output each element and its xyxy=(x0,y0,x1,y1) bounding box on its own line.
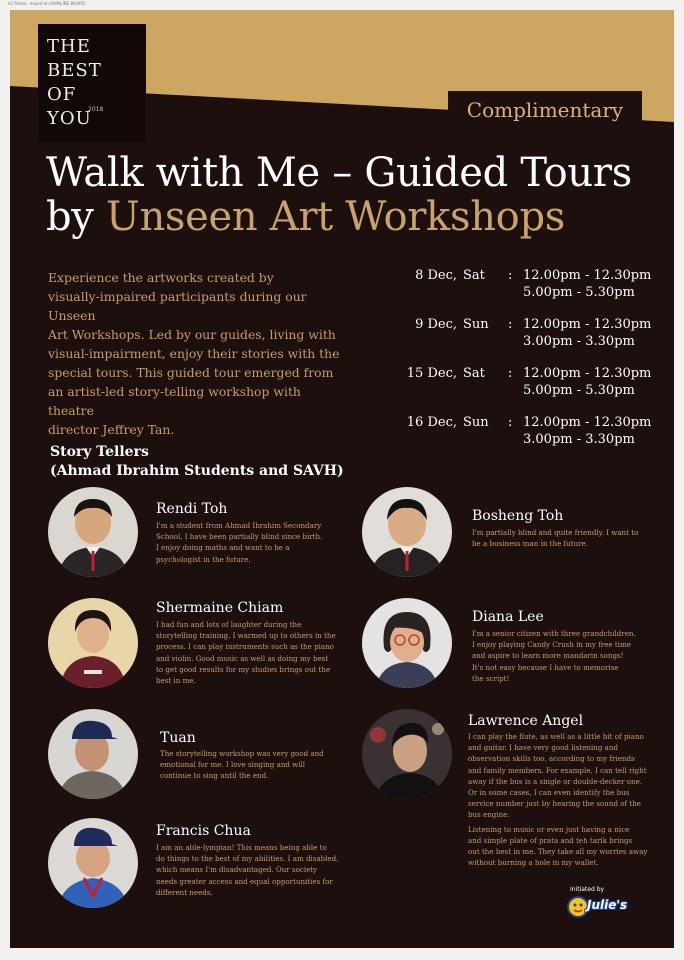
portrait-icon xyxy=(362,598,452,688)
avatar-bosheng-toh xyxy=(362,487,452,577)
schedule-time-1: 12.00pm - 12.30pm xyxy=(523,366,652,381)
bio-line: I enjoy playing Candy Crush in my free time xyxy=(472,640,631,650)
schedule-row xyxy=(405,415,665,464)
bio-line: to get good results for my studies brings out the xyxy=(156,664,331,674)
bio-line: It's not easy because I have to memorise xyxy=(472,662,619,672)
bio-line: bus engine. xyxy=(468,810,510,820)
intro-line: Art Workshops. Led by our guides, living with xyxy=(48,327,336,342)
avatar-lawrence-angel xyxy=(362,709,452,799)
schedule-time-2: 5.00pm - 5.30pm xyxy=(523,285,635,300)
bio-line: I had fun and lots of laughter during the xyxy=(156,620,302,629)
bio-line: process. I can play instruments such as the piano xyxy=(156,642,334,652)
intro-line: visually-impaired participants during our Unseen xyxy=(48,289,307,323)
bio-line: storytelling training. I warmed up to others in the xyxy=(156,631,336,641)
schedule-day: Sun xyxy=(463,415,489,430)
person-name: Shermaine Chiam xyxy=(156,600,284,616)
bio-line: different needs. xyxy=(156,887,213,897)
logo-line-4: YOU xyxy=(47,108,92,129)
bio-line: do things to the best of my abilities. I am disabled, xyxy=(156,854,339,864)
schedule-time-1: 12.00pm - 12.30pm xyxy=(523,415,652,430)
bio-line: without burning a hole in my wallet. xyxy=(468,858,599,868)
title-by: by xyxy=(46,194,107,240)
schedule-date: 8 Dec, xyxy=(415,268,457,283)
schedule-date: 16 Dec, xyxy=(406,415,457,430)
complimentary-badge: Complimentary xyxy=(448,91,642,129)
bio-line: psychologist in the future. xyxy=(156,554,251,564)
schedule-separator: : xyxy=(508,317,513,332)
logo-line-2: BEST xyxy=(47,60,102,81)
bio-line: School. I have been partially blind since birth. xyxy=(156,532,323,542)
intro-line: Experience the artworks created by xyxy=(48,270,274,285)
intro-line: special tours. This guided tour emerged from xyxy=(48,365,334,380)
schedule-separator: : xyxy=(508,415,513,430)
portrait-icon xyxy=(362,487,452,577)
bio-line: and family members. For example, I can tell right xyxy=(468,765,647,775)
schedule-time-1: 12.00pm - 12.30pm xyxy=(523,317,652,332)
avatar-tuan xyxy=(48,709,138,799)
bio-line: best in me. xyxy=(156,676,196,686)
schedule-separator: : xyxy=(508,268,513,283)
schedule-date: 15 Dec, xyxy=(406,366,457,381)
avatar-diana-lee xyxy=(362,598,452,688)
portrait-icon xyxy=(48,818,138,908)
bio-line: and simple plate of prata and teh tarik brings xyxy=(468,835,633,845)
storytellers-heading xyxy=(50,443,344,481)
portrait-icon xyxy=(48,598,138,688)
person-name: Diana Lee xyxy=(472,609,544,625)
bio-line: I'm a senior citizen with three grandchildren. xyxy=(472,629,636,638)
bio-line: be a business man in the future. xyxy=(472,539,589,549)
schedule-time-2: 3.00pm - 3.30pm xyxy=(523,432,635,447)
person-bio xyxy=(472,527,672,549)
bio-line: continue to sing until the end. xyxy=(160,771,269,781)
bio-line: observation skills too, according to my friends xyxy=(468,754,635,764)
schedule-day: Sat xyxy=(463,366,485,381)
person-name: Bosheng Toh xyxy=(472,508,564,524)
bio-line: and aspire to learn more mandarin songs! xyxy=(472,651,624,661)
portrait-icon xyxy=(48,709,138,799)
person-name: Francis Chua xyxy=(156,823,251,839)
julies-logo xyxy=(567,895,643,919)
storytellers-title: Story Tellers xyxy=(50,444,149,460)
bio-line: I'm a student from Ahmad Ibrahim Secondary xyxy=(156,521,322,530)
sponsor-name: Julie's xyxy=(587,898,628,912)
person-bio xyxy=(156,842,346,898)
schedule-row xyxy=(405,317,665,366)
schedule-time-2: 3.00pm - 3.30pm xyxy=(523,334,635,349)
avatar-rendi-toh xyxy=(48,487,138,577)
person-name: Lawrence Angel xyxy=(468,713,584,729)
person-bio xyxy=(156,619,346,686)
bio-line: and violin. Good music as well as doing my best xyxy=(156,653,329,663)
schedule-day: Sat xyxy=(463,268,485,283)
bio-line: Listening to music or even just having a nice xyxy=(468,824,630,834)
bio-line: I enjoy doing maths and want to be a xyxy=(156,543,290,553)
bio-line: and guitar. I have very good listening and xyxy=(468,743,618,753)
page-title xyxy=(46,151,632,239)
bio-line: The storytelling workshop was very good and xyxy=(160,749,324,758)
bio-line: the script! xyxy=(472,673,510,683)
bio-line: I'm partially blind and quite friendly. I want to xyxy=(472,528,639,537)
bio-line: emotional for me. I love singing and will xyxy=(160,760,306,770)
title-line-2 xyxy=(46,195,632,239)
person-bio xyxy=(160,748,350,782)
bio-line: service number just by hearing the sound of the xyxy=(468,799,642,809)
schedule-day: Sun xyxy=(463,317,489,332)
person-bio xyxy=(156,520,346,565)
intro-line: visual-impairment, enjoy their stories with the xyxy=(48,346,340,361)
intro-line: an artist-led story-telling workshop with theatre xyxy=(48,384,301,418)
bio-line: out the best in me. They take all my worries away xyxy=(468,847,648,857)
bio-line: needs greater access and equal opportunities for xyxy=(156,876,333,886)
schedule-row xyxy=(405,366,665,415)
bio-line: I can play the flute, as well as a little bit of piano xyxy=(468,732,644,741)
person-bio xyxy=(468,731,673,868)
bio-line: Or in some cases, I can even identify the bus xyxy=(468,788,630,798)
portrait-icon xyxy=(48,487,138,577)
avatar-francis-chua xyxy=(48,818,138,908)
schedule-time-2: 5.00pm - 5.30pm xyxy=(523,383,635,398)
person-name: Rendi Toh xyxy=(156,501,228,517)
person-name: Tuan xyxy=(160,730,196,746)
title-organizer: Unseen Art Workshops xyxy=(106,194,565,240)
print-note: A1 Poster, mount on KAPALINE BOARD xyxy=(8,1,85,6)
logo-year: 2018 xyxy=(88,106,104,113)
logo-line-1: THE xyxy=(47,36,91,57)
intro-paragraph xyxy=(48,268,348,439)
title-line-1: Walk with Me – Guided Tours xyxy=(46,150,632,196)
mascot-icon xyxy=(567,895,589,919)
storytellers-subtitle: (Ahmad Ibrahim Students and SAVH) xyxy=(50,463,344,479)
bio-line: I am an able-lympian! This means being able to xyxy=(156,843,327,852)
bio-line: away if the bus is a single or double-decker one. xyxy=(468,776,643,786)
schedule-row xyxy=(405,268,665,317)
avatar-shermaine-chiam xyxy=(48,598,138,688)
schedule xyxy=(405,268,665,464)
schedule-separator: : xyxy=(508,366,513,381)
poster xyxy=(10,10,674,948)
the-best-of-you-logo xyxy=(38,24,146,142)
intro-line: director Jeffrey Tan. xyxy=(48,422,175,437)
bio-line: which means I'm disadvantaged. Our society xyxy=(156,865,318,875)
schedule-time-1: 12.00pm - 12.30pm xyxy=(523,268,652,283)
schedule-date: 9 Dec, xyxy=(415,317,457,332)
logo-line-3: OF xyxy=(47,84,77,105)
initiated-by-label: Initiated by xyxy=(570,886,605,893)
person-bio xyxy=(472,628,672,684)
portrait-icon xyxy=(362,709,452,799)
